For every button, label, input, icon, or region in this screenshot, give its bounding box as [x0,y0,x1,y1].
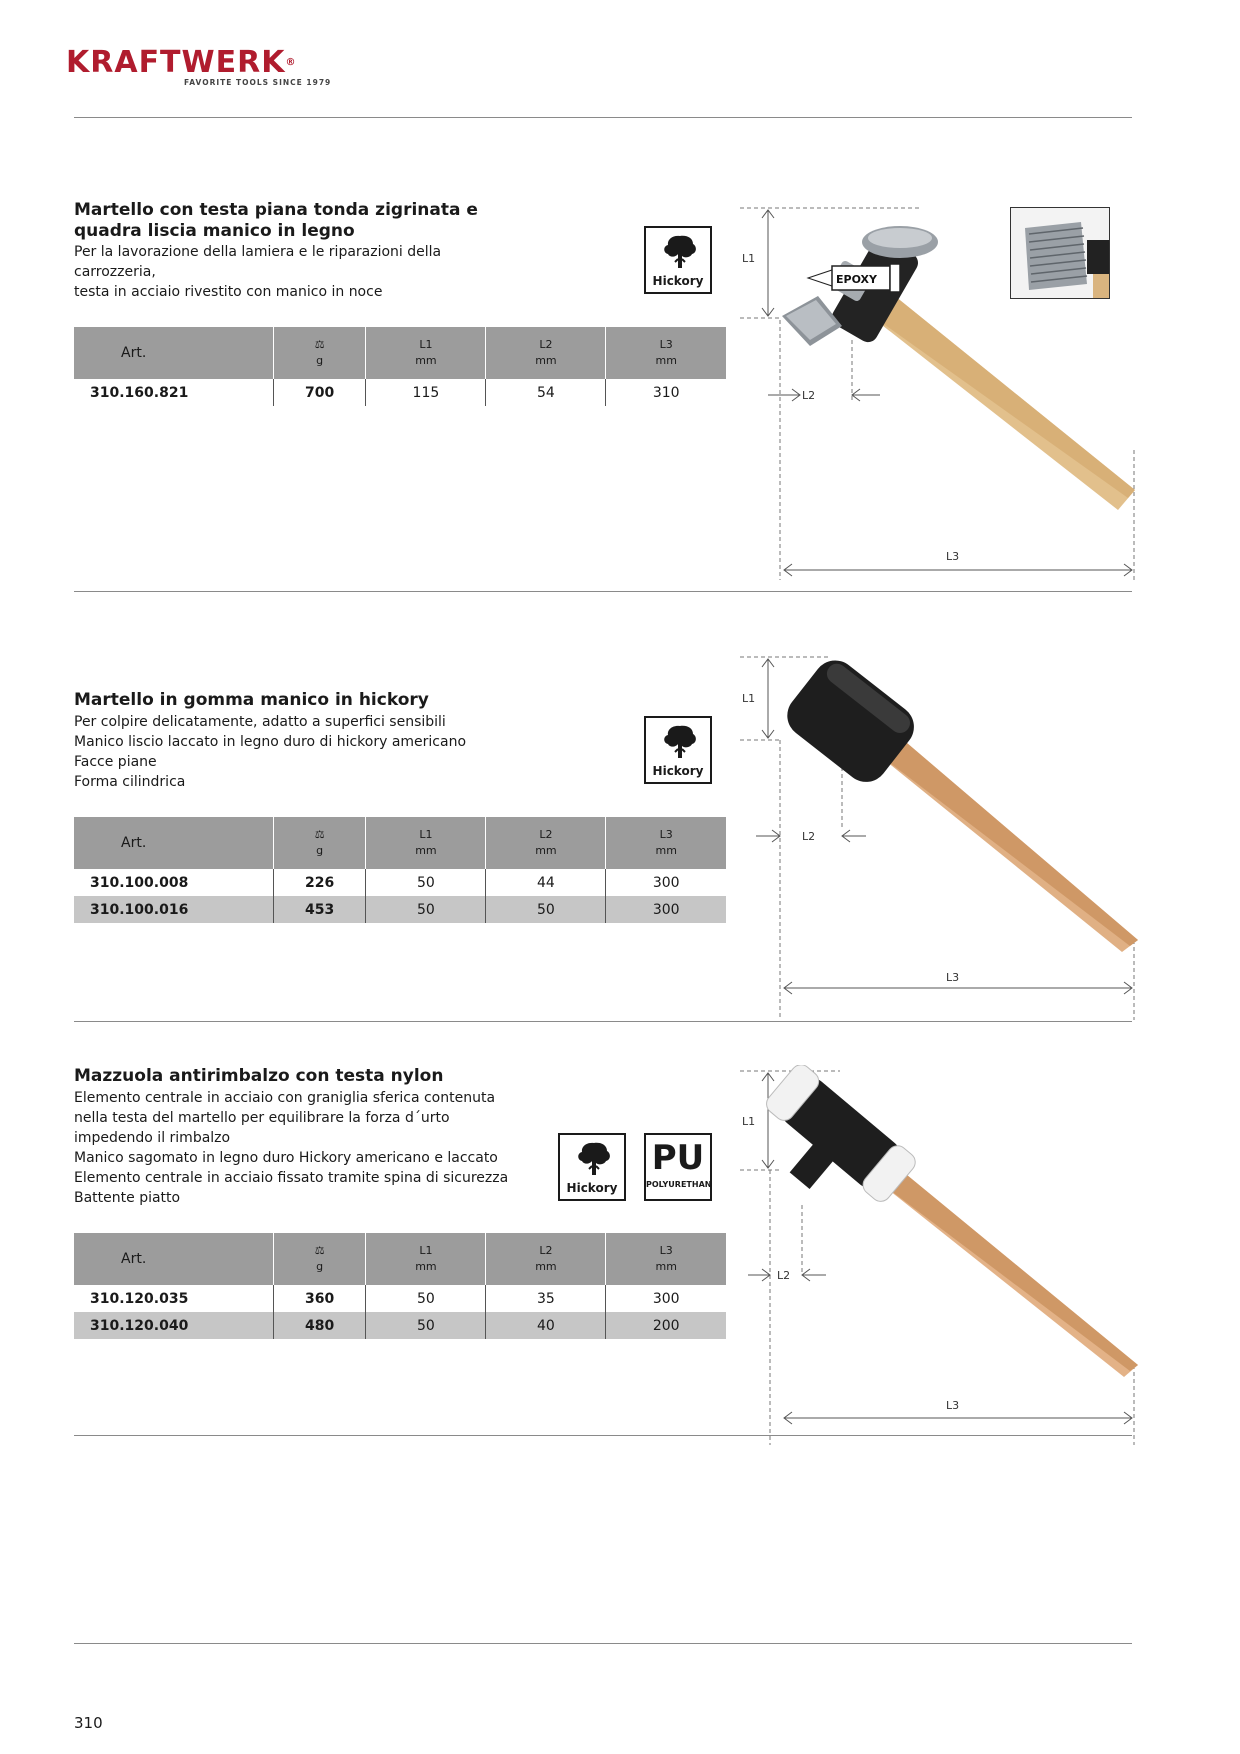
l3-value: 300 [606,896,726,923]
badge-label: Hickory [652,274,704,288]
col-header-l3: L3 mm [606,1233,726,1285]
product-title: Martello in gomma manico in hickory [74,690,429,710]
brand-tagline: FAVORITE TOOLS SINCE 1979 [184,78,332,87]
tree-icon [574,1139,614,1179]
col-header-l2: L2 mm [486,817,606,869]
col-header-weight: ⚖ g [273,1233,366,1285]
l2-value: 54 [486,379,606,406]
tree-icon [660,722,700,762]
l1-value: 115 [366,379,486,406]
dim-l3: L3 [946,550,960,563]
col-header-l3: L3 mm [606,327,726,379]
table-row [74,379,726,406]
dim-l2: L2 [777,1269,791,1282]
brand-name: KRAFTWERK [66,45,286,80]
col-header-art: Art. [74,817,273,869]
dim-l2: L2 [802,389,816,402]
tree-icon [660,232,700,272]
l3-value: 300 [606,869,726,896]
col-header-weight: ⚖ g [273,817,366,869]
col-header-l2: L2 mm [486,327,606,379]
l1-value: 50 [366,869,486,896]
pu-badge-title: PU [651,1138,705,1178]
scale-icon: ⚖ [314,828,325,841]
l2-value: 40 [486,1312,606,1339]
badge-label: Hickory [566,1181,618,1195]
l1-value: 50 [366,1285,486,1312]
l3-value: 300 [606,1285,726,1312]
epoxy-label: EPOXY [836,273,877,286]
dim-l1: L1 [742,692,756,705]
l1-value: 50 [366,1312,486,1339]
product-description: Elemento centrale in acciaio con graniglia sferica contenuta nella testa del martello per equilibrare la forza d´urto impedendo il rimbalzo Manico sagomato in legno duro Hickory americano e laccato Elemento centrale in acciaio fissato tramite spina di sicurezza Battente piatto [74,1090,509,1206]
col-header-l1: L1 mm [366,817,486,869]
l2-value: 50 [486,896,606,923]
header-divider [74,117,1132,118]
col-header-l1: L1 mm [366,1233,486,1285]
product-description: Per colpire delicatamente, adatto a superfici sensibili Manico liscio laccato in legno duro di hickory americano Facce piane Forma cilindrica [74,714,467,790]
hickory-badge [644,226,712,294]
l1-value: 50 [366,896,486,923]
table-header-row [74,1233,726,1285]
table-row [74,1312,726,1339]
badge-label: Hickory [652,764,704,778]
l2-value: 44 [486,869,606,896]
art-number: 310.100.008 [90,874,189,891]
rubber-mallet-dimension-drawing [740,650,1140,1020]
weight-value: 453 [273,896,366,923]
dim-l3: L3 [946,1399,960,1412]
l2-value: 35 [486,1285,606,1312]
brand-logo [66,45,332,90]
table-header-row [74,327,726,379]
table-row [74,1285,726,1312]
dead-blow-mallet-dimension-drawing [740,1065,1140,1445]
section-divider [74,591,1132,592]
product-title: Mazzuola antirimbalzo con testa nylon [74,1066,444,1086]
section-divider [74,1021,1132,1022]
art-number: 310.120.035 [90,1290,189,1307]
brand-registered-mark: ® [285,57,297,68]
col-header-l1: L1 mm [366,327,486,379]
table-header-row [74,817,726,869]
polyurethane-badge [644,1133,712,1201]
col-header-weight: ⚖ g [273,327,366,379]
spec-table [74,817,726,923]
table-row [74,896,726,923]
hickory-badge [644,716,712,784]
col-header-l3: L3 mm [606,817,726,869]
spec-table [74,1233,726,1339]
weight-value: 360 [273,1285,366,1312]
art-number: 310.160.821 [90,384,189,401]
dim-l3: L3 [946,971,960,984]
section-divider [74,1435,1132,1436]
pu-badge-label: POLYURETHAN [646,1180,712,1189]
product-title: Martello con testa piana tonda zigrinata e quadra liscia manico in legno [74,200,478,241]
l3-value: 200 [606,1312,726,1339]
col-header-art: Art. [74,1233,273,1285]
spec-table [74,327,726,406]
art-number: 310.100.016 [74,896,273,923]
scale-icon: ⚖ [314,338,325,351]
weight-value: 480 [273,1312,366,1339]
hickory-badge [558,1133,626,1201]
knurled-face-detail-image [1010,207,1110,299]
l3-value: 310 [606,379,726,406]
table-row [74,869,726,896]
art-number: 310.120.040 [74,1312,273,1339]
col-header-art: Art. [74,327,273,379]
scale-icon: ⚖ [314,1244,325,1257]
dim-l1: L1 [742,252,756,265]
product-description: Per la lavorazione della lamiera e le riparazioni della carrozzeria, testa in acciaio rivestito con manico in noce [74,244,442,300]
footer-divider [74,1643,1132,1644]
dim-l1: L1 [742,1115,756,1128]
col-header-l2: L2 mm [486,1233,606,1285]
dim-l2: L2 [802,830,816,843]
page-number: 310 [74,1714,103,1732]
weight-value: 700 [273,379,366,406]
weight-value: 226 [273,869,366,896]
